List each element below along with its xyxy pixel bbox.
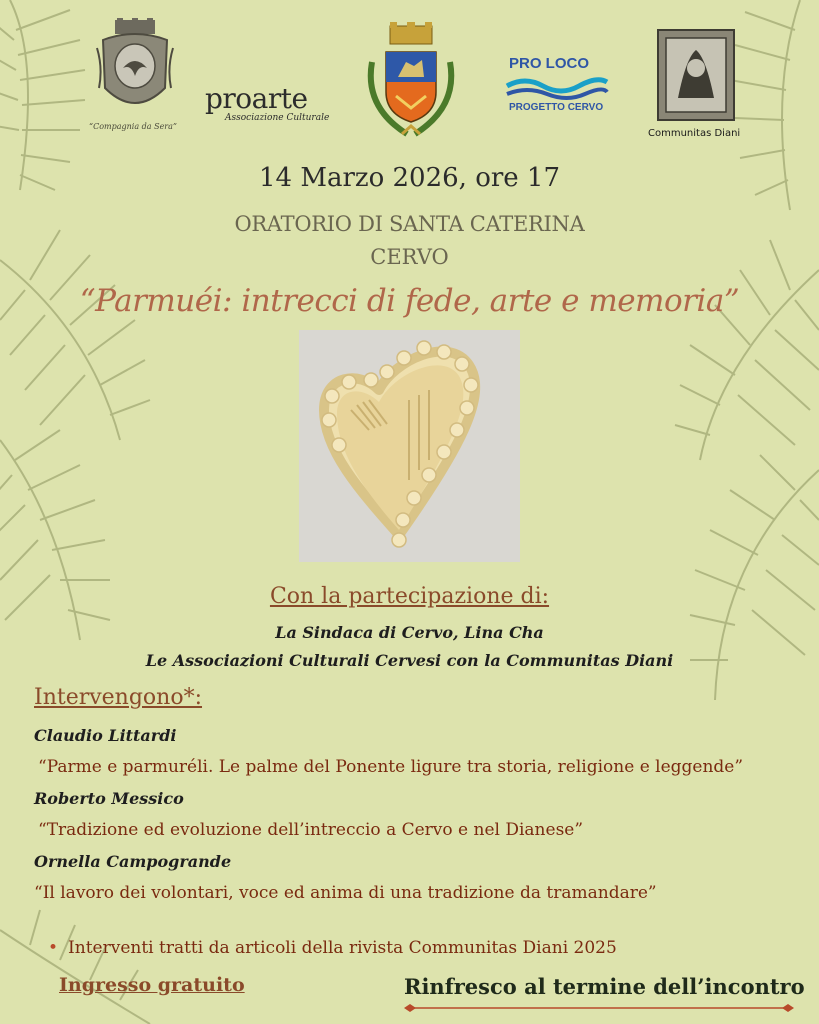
event-town: CERVO (370, 245, 449, 269)
communitas-diani-emblem-icon (656, 28, 736, 123)
source-note (48, 938, 617, 958)
woven-palm-heart-photo (299, 330, 520, 562)
participation-heading: Con la partecipazione di: (269, 584, 550, 609)
speaker-name: Roberto Messico (34, 789, 184, 808)
communitas-diani-logo (648, 28, 748, 143)
pro-loco-wave-icon (505, 52, 610, 114)
event-title: “Parmuéi: intrecci di fede, arte e memoria” (79, 283, 740, 319)
compagnia-da-sera-logo (89, 18, 177, 138)
palm-heart-icon (299, 330, 520, 562)
bullet-icon: • (48, 938, 59, 958)
free-entry: Ingresso gratuito (59, 974, 245, 996)
source-note-text: Interventi tratti da articoli della rivista Communitas Diani 2025 (68, 938, 617, 958)
refreshment-note: Rinfresco al termine dell’incontro (404, 974, 805, 999)
speaker-name: Ornella Campogrande (34, 852, 232, 871)
event-venue: ORATORIO DI SANTA CATERINA (234, 212, 585, 236)
compagnia-crest-icon (95, 18, 175, 123)
event-date-time: 14 Marzo 2026, ore 17 (258, 163, 561, 193)
proarte-logo (205, 82, 330, 132)
speaker-talk-title: “Parme e parmuréli. Le palme del Ponente ligure tra storia, religione e leggende” (38, 757, 744, 777)
speaker-talk-title: “Tradizione ed evoluzione dell’intreccio a Cervo e nel Dianese” (38, 820, 584, 840)
proarte-name: proarte (205, 82, 308, 115)
cervo-town-crest (362, 22, 460, 142)
town-crest-icon (362, 22, 460, 142)
participation-line-mayor: La Sindaca di Cervo, Lina Cha (275, 623, 544, 642)
participation-line-associations: Le Associazioni Culturali Cervesi con la Communitas Diani (145, 651, 674, 670)
communitas-diani-caption: Communitas Diani (648, 128, 741, 139)
pro-loco-bottom-text: PROGETTO CERVO (509, 102, 604, 113)
proarte-subtitle: Associazione Culturale (225, 113, 330, 123)
speaker-talk-title: “Il lavoro dei volontari, voce ed anima di una tradizione da tramandare” (34, 883, 657, 903)
compagnia-caption: “Compagnia da Sera” (89, 122, 177, 131)
pro-loco-logo (505, 52, 610, 114)
pro-loco-top-text: PRO LOCO (509, 55, 590, 72)
speaker-name: Claudio Littardi (34, 726, 177, 745)
speakers-heading: Intervengono*: (34, 685, 203, 710)
ornamental-rule (404, 1003, 794, 1013)
